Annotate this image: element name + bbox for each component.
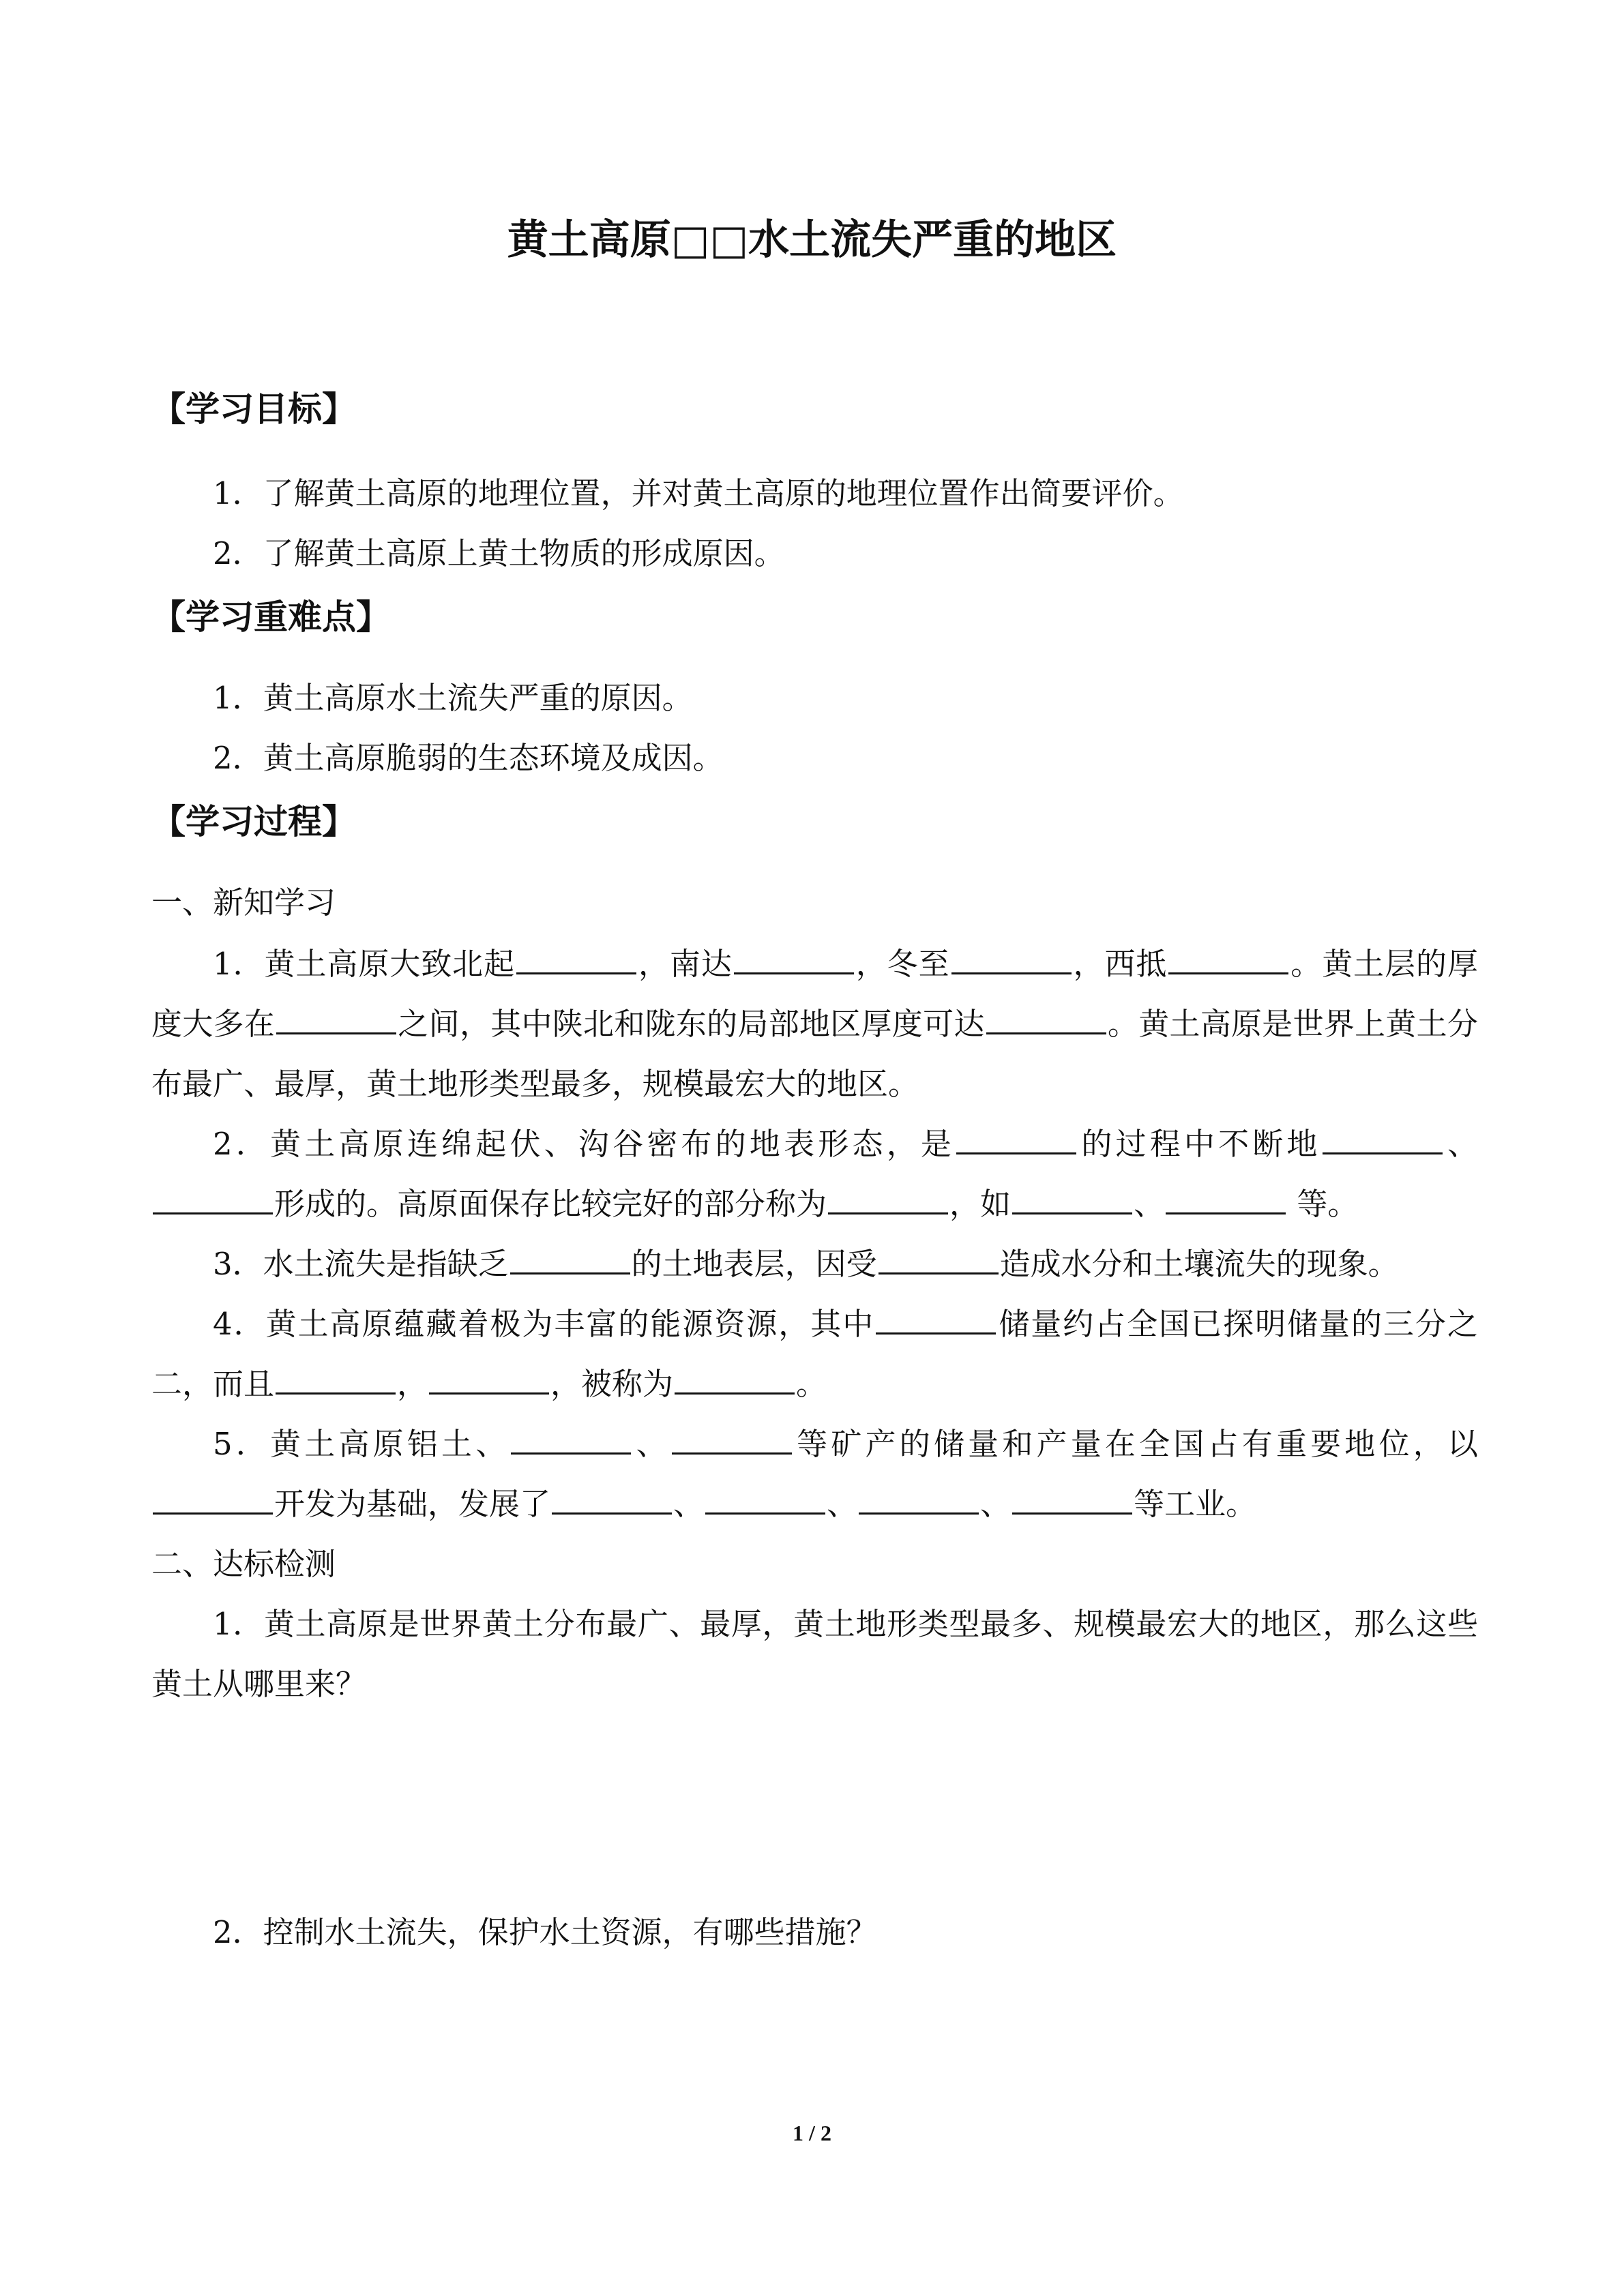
q2-text-4: 形成的。高原面保存比较完好的部分称为 xyxy=(274,1186,827,1222)
q2-blank-2[interactable] xyxy=(1323,1125,1443,1154)
key-point-item-1: 1．黄土高原水土流失严重的原因。 xyxy=(213,680,693,716)
objective-item-2: 2．了解黄土高原上黄土物质的形成原因。 xyxy=(213,535,785,571)
q5-text-4: 开发为基础，发展了 xyxy=(274,1486,551,1522)
q4-text-1: 4．黄土高原蕴藏着极为丰富的能源资源，其中 xyxy=(213,1306,875,1342)
question-5 xyxy=(151,1414,1478,1534)
q2-blank-1[interactable] xyxy=(956,1125,1076,1154)
q1-text-2: ，南达 xyxy=(638,946,733,982)
q5-text-6: 、 xyxy=(827,1486,858,1522)
q3-blank-1[interactable] xyxy=(510,1245,630,1274)
q4-blank-3[interactable] xyxy=(429,1365,549,1395)
q1-text-3: ，冬至 xyxy=(855,946,950,982)
question-1 xyxy=(151,934,1478,1114)
q3-text-1: 3．水土流失是指缺乏 xyxy=(213,1246,509,1282)
objectives-heading: 【学习目标】 xyxy=(151,389,356,429)
q5-blank-3[interactable] xyxy=(153,1485,273,1515)
q1-text-7: 。黄土高原是世界上黄土分布最广、最厚，黄土地形类型最多，规模最宏大的地区。 xyxy=(151,1006,1478,1102)
key-point-item-2: 2．黄土高原脆弱的生态环境及成因。 xyxy=(213,740,724,776)
check-question-2: 2．控制水土流失，保护水土资源，有哪些措施？ xyxy=(213,1914,877,1950)
q5-text-1: 5．黄土高原铝土、 xyxy=(213,1426,510,1462)
q1-text-1: 1．黄土高原大致北起 xyxy=(213,946,516,982)
q5-text-5: 、 xyxy=(673,1486,705,1522)
q5-text-8: 等工业。 xyxy=(1134,1486,1257,1522)
q5-blank-6[interactable] xyxy=(859,1485,979,1515)
q2-text-2: 的过程中不断地 xyxy=(1078,1126,1321,1162)
q2-text-3: 、 xyxy=(1443,1126,1478,1162)
q5-text-7: 、 xyxy=(980,1486,1012,1522)
q2-text-5: ，如 xyxy=(949,1186,1012,1222)
q1-blank-north[interactable] xyxy=(516,945,636,974)
q1-blank-east[interactable] xyxy=(951,945,1072,974)
question-3 xyxy=(151,1234,1478,1294)
q4-text-5: 。 xyxy=(796,1366,827,1402)
q4-text-2: 储量约占全国已探明储量的三分之二，而且 xyxy=(151,1306,1478,1402)
q2-text-1: 2．黄土高原连绵起伏、沟谷密布的地表形态，是 xyxy=(213,1126,956,1162)
q4-blank-4[interactable] xyxy=(675,1365,795,1395)
q1-blank-thickness[interactable] xyxy=(276,1005,396,1034)
q3-text-3: 造成水分和土壤流失的现象。 xyxy=(999,1246,1399,1282)
q1-text-4: ，西抵 xyxy=(1072,946,1168,982)
q1-blank-south[interactable] xyxy=(734,945,854,974)
q2-text-6: 、 xyxy=(1134,1186,1165,1222)
q1-text-6: 之间，其中陕北和陇东的局部地区厚度可达 xyxy=(398,1006,985,1042)
part2-heading: 二、达标检测 xyxy=(151,1546,336,1582)
q5-blank-4[interactable] xyxy=(552,1485,672,1515)
q4-text-4: ，被称为 xyxy=(550,1366,674,1402)
q4-text-3: ， xyxy=(397,1366,428,1402)
question-2 xyxy=(151,1114,1478,1234)
key-points-heading: 【学习重难点】 xyxy=(151,597,390,637)
q2-blank-5[interactable] xyxy=(1012,1185,1132,1214)
q4-blank-2[interactable] xyxy=(276,1365,396,1395)
check-question-1: 1．黄土高原是世界黄土分布最广、最厚，黄土地形类型最多、规模最宏大的地区，那么这些黄土从哪里来？ xyxy=(151,1606,1478,1702)
q5-text-2: 、 xyxy=(632,1426,670,1462)
page-number: 1 / 2 xyxy=(793,2121,831,2145)
question-4 xyxy=(151,1294,1478,1414)
part1-heading: 一、新知学习 xyxy=(151,884,336,921)
q5-blank-5[interactable] xyxy=(705,1485,825,1515)
q5-blank-2[interactable] xyxy=(672,1425,792,1455)
q2-blank-4[interactable] xyxy=(828,1185,948,1214)
q2-blank-3[interactable] xyxy=(153,1185,273,1214)
document-title: 黄土高原□□水土流失严重的地区 xyxy=(507,216,1117,264)
q1-blank-max-thickness[interactable] xyxy=(986,1005,1106,1034)
q2-text-7: 等。 xyxy=(1287,1186,1359,1222)
q4-blank-1[interactable] xyxy=(876,1305,996,1335)
objective-item-1: 1．了解黄土高原的地理位置，并对黄土高原的地理位置作出简要评价。 xyxy=(213,475,1184,511)
q2-blank-6[interactable] xyxy=(1166,1185,1286,1214)
q5-text-3: 等矿产的储量和产量在全国占有重要地位，以 xyxy=(793,1426,1478,1462)
q3-blank-2[interactable] xyxy=(879,1245,999,1274)
q5-blank-1[interactable] xyxy=(511,1425,631,1455)
q1-text-5: 。黄土层的厚度大多在 xyxy=(151,946,1478,1042)
process-heading: 【学习过程】 xyxy=(151,802,356,841)
q3-text-2: 的土地表层，因受 xyxy=(631,1246,877,1282)
q1-blank-west[interactable] xyxy=(1168,945,1288,974)
q5-blank-7[interactable] xyxy=(1012,1485,1132,1515)
